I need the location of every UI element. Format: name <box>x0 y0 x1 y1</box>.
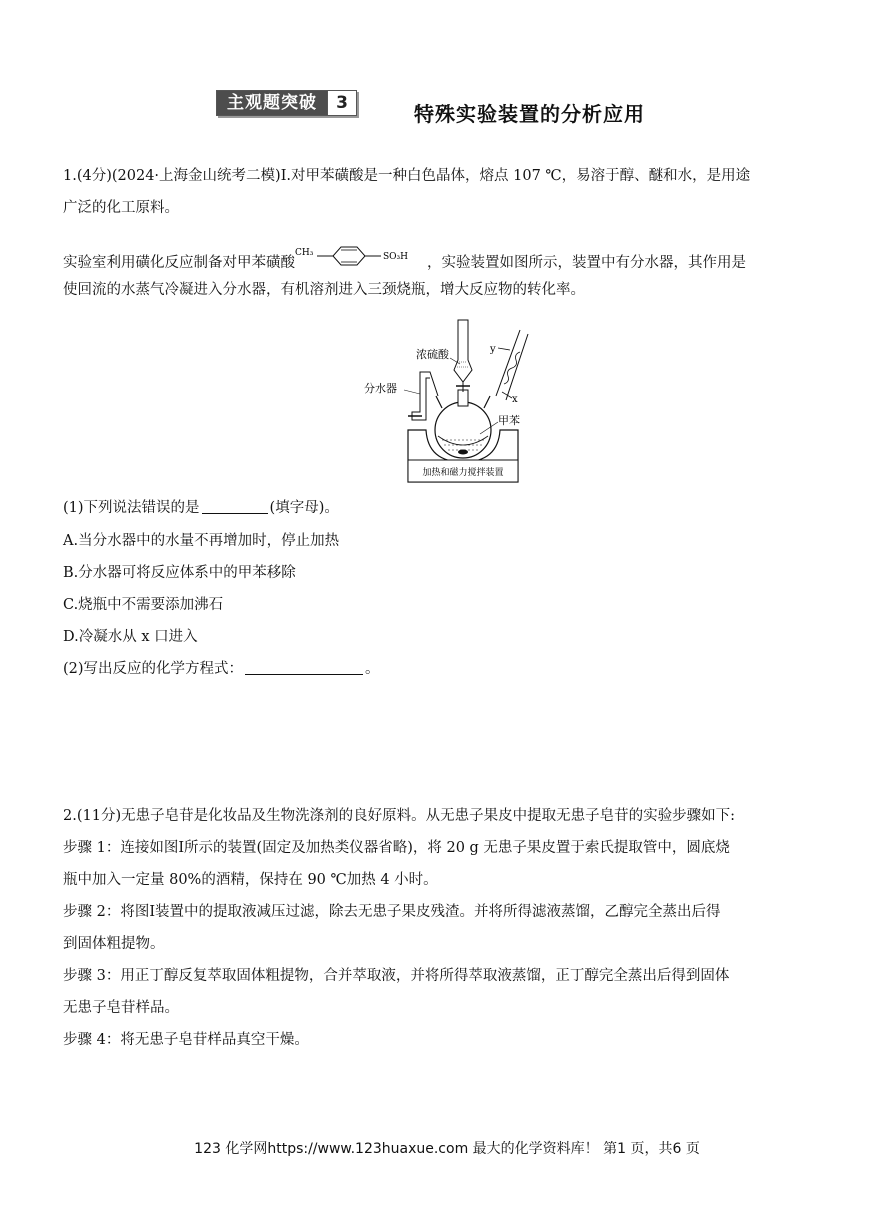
q2-step2-line1: 步骤 2：将图Ⅰ装置中的提取液减压过滤，除去无患子果皮残渣。并将所得滤液蒸馏，乙醇完全蒸出后得 <box>63 904 721 920</box>
apparatus-figure <box>360 312 530 488</box>
condenser-y-label: y <box>490 344 496 355</box>
q1-option-b: B.分水器可将反应体系中的甲苯移除 <box>63 565 296 581</box>
stirrer-label: 加热和磁力搅拌装置 <box>422 468 504 478</box>
q1-sub2-text-a: (2)写出反应的化学方程式： <box>63 661 244 677</box>
q1-line3-text-b: ，实验装置如图所示，装置中有分水器，其作用是 <box>427 255 746 271</box>
q1-option-c: C.烧瓶中不需要添加沸石 <box>63 597 224 613</box>
q1-sub1-answer-blank[interactable] <box>202 499 268 514</box>
q1-line3-text-a: 实验室利用磺化反应制备对甲苯磺酸 <box>63 255 295 271</box>
section-number: 3 <box>327 91 356 115</box>
q1-intro-line4: 使回流的水蒸气冷凝进入分水器，有机溶剂进入三颈烧瓶，增大反应物的转化率。 <box>63 282 585 298</box>
q1-sub1-text-b: (填字母)。 <box>269 500 339 516</box>
q1-option-d: D.冷凝水从 x 口进入 <box>63 629 198 645</box>
q1-sub2-text-b: 。 <box>365 661 380 677</box>
q1-sub2-answer-blank[interactable] <box>245 660 363 675</box>
q2-step3-line2: 无患子皂苷样品。 <box>63 1000 179 1016</box>
section-label: 主观题突破 <box>217 91 327 115</box>
q2-step2-line2: 到固体粗提物。 <box>63 936 165 952</box>
section-badge <box>216 90 357 116</box>
q2-step1-line1: 步骤 1：连接如图Ⅰ所示的装置(固定及加热类仪器省略)，将 20 g 无患子果皮置于索氏提取管中，圆底烧 <box>63 840 730 856</box>
acid-label: 浓硫酸 <box>416 348 449 361</box>
toluene-label: 甲苯 <box>498 414 520 427</box>
condenser-x-label: x <box>512 394 518 405</box>
q1-sub2 <box>63 659 380 679</box>
q1-option-a: A.当分水器中的水量不再增加时，停止加热 <box>63 533 340 549</box>
q2-step4: 步骤 4：将无患子皂苷样品真空干燥。 <box>63 1032 309 1048</box>
page-title: 特殊实验装置的分析应用 <box>414 102 645 126</box>
formula-so3h-label: SO₃H <box>383 252 409 262</box>
q1-intro-line1: 1.(4分)(2024·上海金山统考二模)Ⅰ.对甲苯磺酸是一种白色晶体，熔点 107 ℃，易溶于醇、醚和水，是用途 <box>63 168 751 184</box>
page-footer: 123 化学网https://www.123huaxue.com 最大的化学资料库！ 第1 页，共6 页 <box>194 1141 700 1157</box>
q1-intro-line2: 广泛的化工原料。 <box>63 200 179 216</box>
q1-intro-line3 <box>63 245 746 281</box>
q2-step3-line1: 步骤 3：用正丁醇反复萃取固体粗提物，合并萃取液，并将所得萃取液蒸馏，正丁醇完全蒸出后得到固体 <box>63 968 730 984</box>
q2-step1-line2: 瓶中加入一定量 80%的酒精，保持在 90 ℃加热 4 小时。 <box>63 872 438 888</box>
q1-sub1-text-a: (1)下列说法错误的是 <box>63 500 200 516</box>
section-header <box>216 90 357 116</box>
q2-intro: 2.(11分)无患子皂苷是化妆品及生物洗涤剂的良好原料。从无患子果皮中提取无患子皂苷的实验步骤如下: <box>63 808 735 824</box>
separator-label: 分水器 <box>364 382 397 395</box>
toluenesulfonic-acid-structure <box>295 245 427 281</box>
formula-ch3-label: CH₃ <box>295 248 314 258</box>
q1-sub1 <box>63 498 339 518</box>
